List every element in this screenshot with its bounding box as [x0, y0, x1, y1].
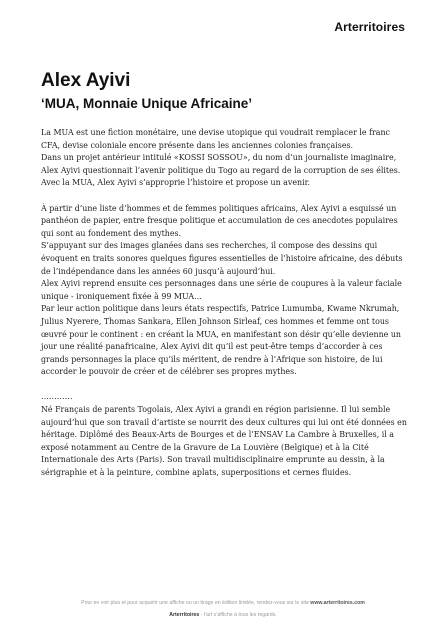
- paragraph-gap: [41, 190, 407, 203]
- paragraph: La MUA est une fiction monétaire, une devise utopique qui voudrait remplacer le franc CFA, devise coloniale encore présente dans les anciennes colonies françaises.: [41, 128, 390, 150]
- paragraph: À partir d’une liste d’hommes et de femmes politiques africains, Alex Ayivi a esquissé un panthéon de papier, entre fresque politique et accumulation de ces anecdotes populaires qui sont au fondement des mythes.: [41, 203, 398, 238]
- brand-logo: Arterritoires: [334, 20, 405, 34]
- paragraph: Par leur action politique dans leurs états respectifs, Patrice Lumumba, Kwame Nkrumah, Julius Nyerere, Thomas Sankara, Ellen Johnson Sirleaf, ces hommes et femme ont tous œuvré pour le continent : en créant la MUA, en manifestant son désir qu’elle devienne un jour une réalité panafricaine, Alex Ayivi dit qu’il est peut-être temps d’accorder à ces grands personnages la place qu’ils méritent, de rendre à l’Afrique son histoire, de lui accorder le pouvoir de créer et de célébrer ses propres mythes.: [41, 304, 402, 377]
- separator-dots: …………: [41, 392, 73, 402]
- artist-bio: Né Français de parents Togolais, Alex Ayivi a grandi en région parisienne. Il lui semble aujourd’hui que son travail d’artiste se nourrit des deux cultures qui lui ont été données en héritage. Diplômé des Beaux-Arts de Bourges et de l’ENSAV La Cambre à Bruxelles, il a exposé notamment au Centre de la Gravure de La Louvière (Belgique) et à la Cité Internationale des Arts (Paris). Son travail multidisciplinaire emprunte au dessin, à la sérigraphie et à la peinture, combine aplats, superpositions et cernes fluides.: [41, 405, 407, 478]
- footer-tagline: [0, 612, 446, 618]
- footer-site-link[interactable]: www.arterritoires.com: [310, 600, 365, 606]
- paragraph: Dans un projet antérieur intitulé «KOSSI SOSSOU», du nom d’un journaliste imaginaire, Alex Ayivi questionnait l’avenir politique du Togo au regard de la corruption de ses élites.: [41, 153, 401, 175]
- paragraph: Avec la MUA, Alex Ayivi s’approprie l’histoire et propose un avenir.: [41, 178, 311, 188]
- paragraph: S’appuyant sur des images glanées dans ses recherches, il compose des dessins qui évoquent en traits sonores quelques figures essentielles de l’histoire africaine, des débuts de l’indépendance dans les années 60 jusqu’à aujourd’hui.: [41, 241, 403, 276]
- artist-name: Alex Ayivi: [41, 70, 131, 91]
- footer-note-text: Pour en voir plus et pour acquérir une affiche ou un tirage en édition limitée, rendez-vous sur le site: [81, 600, 311, 606]
- footer-brand: Arterritoires: [169, 612, 200, 618]
- footer-note: [0, 600, 446, 606]
- paragraph: Alex Ayivi reprend ensuite ces personnages dans une série de coupures à la valeur faciale unique - ironiquement fixée à 99 MUA…: [41, 279, 402, 301]
- paragraph-gap: [41, 379, 407, 392]
- footer-tagline-text: - l’art s’affiche à tous les regards.: [199, 612, 277, 618]
- body-text: [41, 127, 407, 480]
- work-title: ‘MUA, Monnaie Unique Africaine’: [41, 96, 253, 111]
